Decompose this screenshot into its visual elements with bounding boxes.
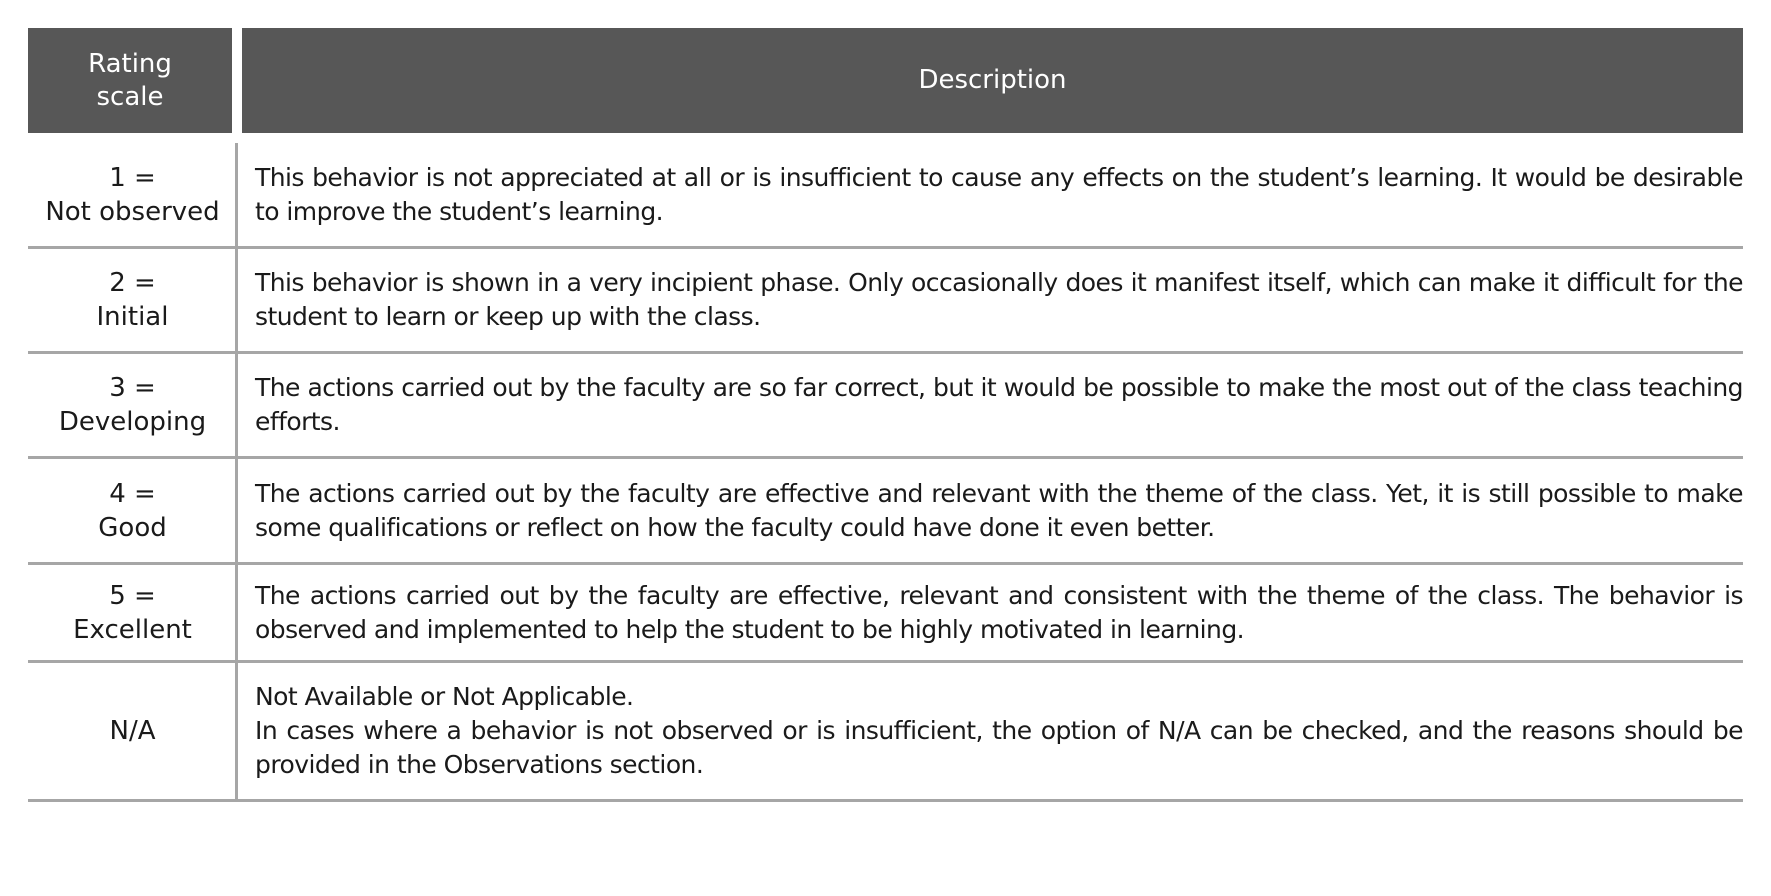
description-cell: [238, 249, 1743, 351]
description-text: The actions carried out by the faculty are so far correct, but it would be possible to make the most out of the class teaching efforts.: [255, 373, 1743, 436]
rating-cell: 5 = Excellent: [28, 565, 238, 660]
rating-cell: 2 = Initial: [28, 249, 238, 351]
description-text: The actions carried out by the faculty are effective, relevant and consistent with the theme of the class. The behavior is observed and implemented to help the student to be highly motivated in learning.: [255, 580, 1743, 644]
description-text: This behavior is shown in a very incipient phase. Only occasionally does it manifest itself, which can make it difficult for the student to learn or keep up with the class.: [255, 268, 1743, 331]
rating-scale-table: [28, 28, 1743, 802]
description-cell: [238, 663, 1743, 799]
description-text: This behavior is not appreciated at all or is insufficient to cause any effects on the student’s learning. It would be desirable to improve the student’s learning.: [255, 162, 1743, 226]
table-header: [28, 28, 1743, 133]
rating-cell: N/A: [28, 663, 238, 799]
description-cell: [238, 143, 1743, 246]
rating-cell: 1 = Not observed: [28, 143, 238, 246]
table-row: [28, 459, 1743, 565]
description-cell: [238, 459, 1743, 562]
description-header: Description: [242, 28, 1743, 133]
header-gap: [232, 28, 242, 133]
description-intro: Not Available or Not Applicable.: [255, 682, 634, 711]
table-row: [28, 143, 1743, 249]
rating-cell: 4 = Good: [28, 459, 238, 562]
description-cell: [238, 354, 1743, 456]
description-body: In cases where a behavior is not observed or is insufficient, the option of N/A can be checked, and the reasons should be provided in the Observations section.: [255, 716, 1743, 779]
table-row: [28, 663, 1743, 802]
description-text: The actions carried out by the faculty are effective and relevant with the theme of the class. Yet, it is still possible to make some qualifications or reflect on how the faculty could have done it even better.: [255, 478, 1743, 542]
description-cell: [238, 565, 1743, 660]
rating-cell: 3 = Developing: [28, 354, 238, 456]
rating-scale-header: Rating scale: [28, 28, 232, 133]
table-row: [28, 354, 1743, 459]
description-text: [255, 680, 1743, 782]
table-row: [28, 249, 1743, 354]
table-row: [28, 565, 1743, 663]
